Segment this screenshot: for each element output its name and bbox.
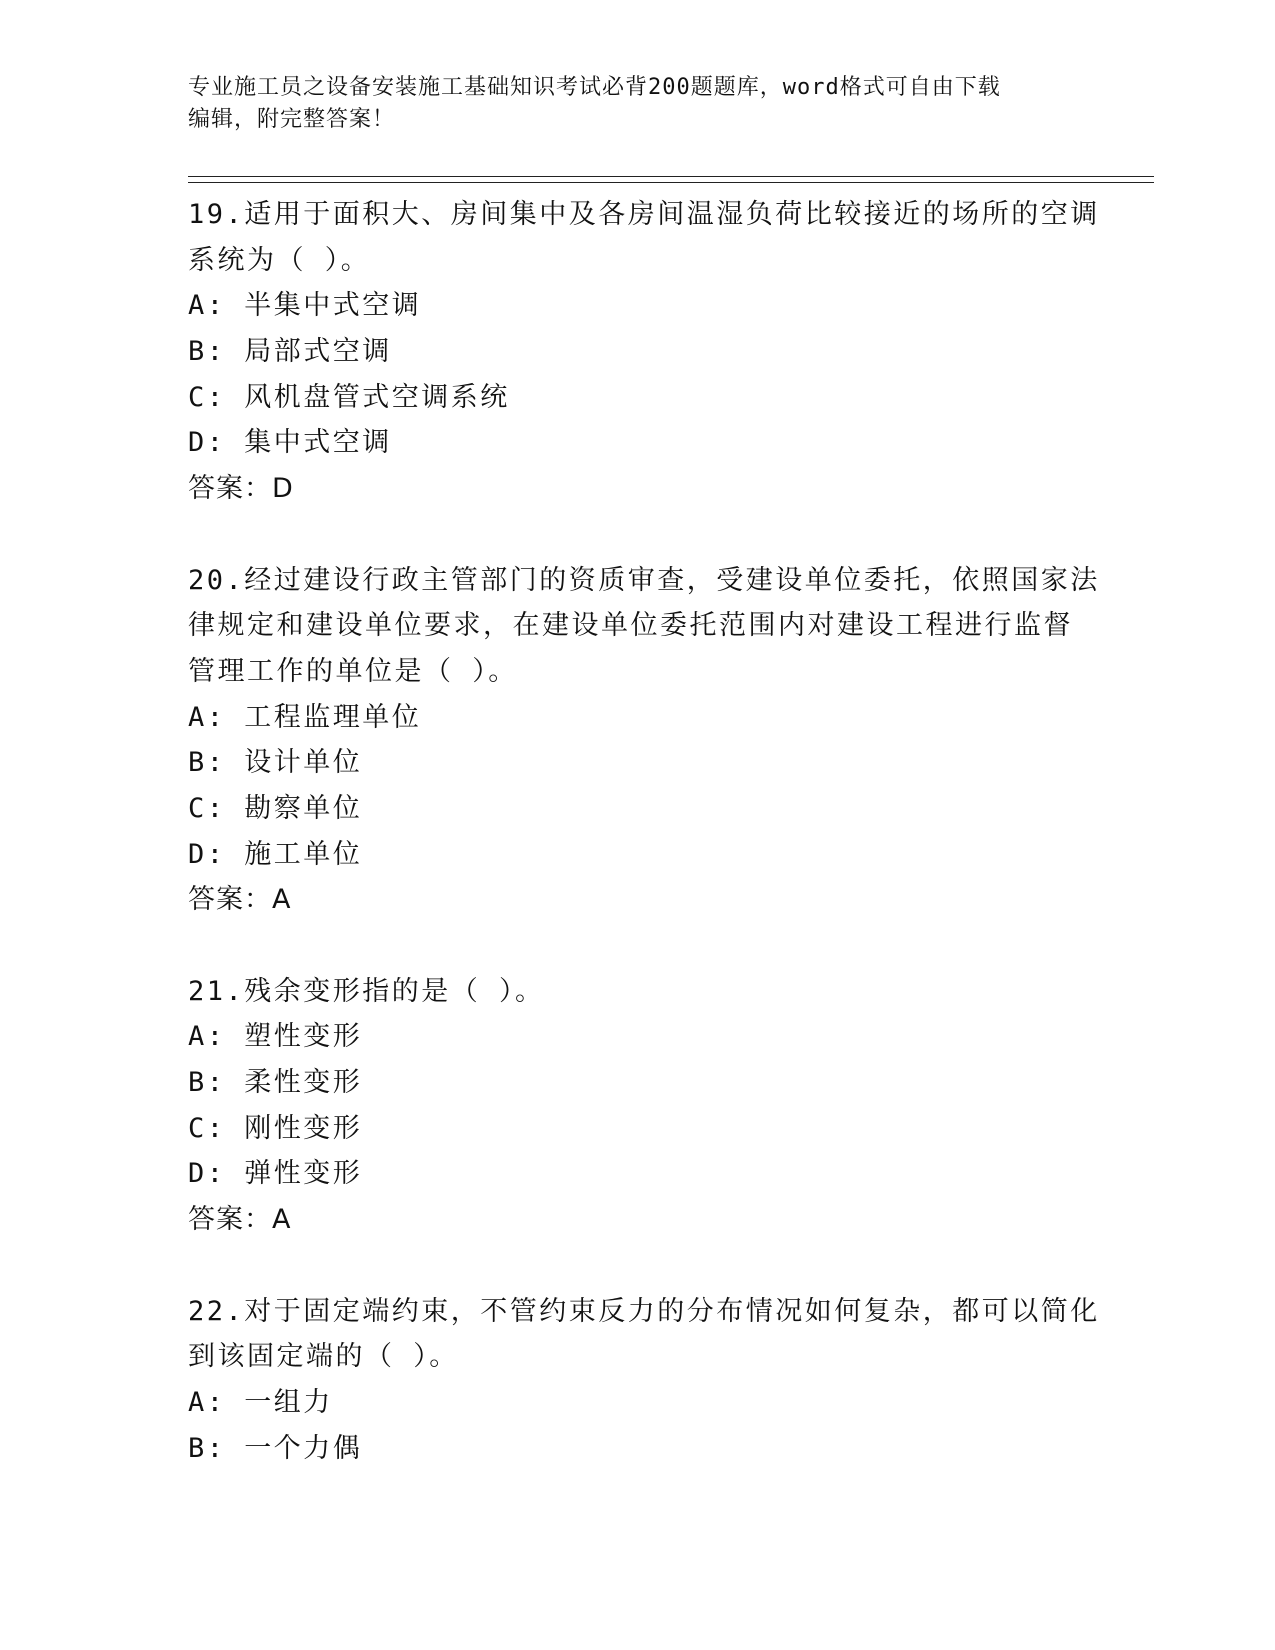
option-a: A: 工程监理单位: [188, 701, 422, 733]
question-text: 20.经过建设行政主管部门的资质审查，受建设单位委托，依照国家法: [188, 564, 1100, 596]
question-list: [188, 192, 1100, 1471]
question-text: 21.残余变形指的是（ ）。: [188, 975, 545, 1007]
header-line-1: 专业施工员之设备安装施工基础知识考试必背200题题库，word格式可自由下载: [188, 75, 1001, 100]
question-text: 律规定和建设单位要求，在建设单位委托范围内对建设工程进行监督: [188, 610, 1073, 642]
option-b: B: 局部式空调: [188, 336, 392, 368]
option-d: D: 集中式空调: [188, 427, 392, 459]
option-c: C: 刚性变形: [188, 1112, 363, 1144]
question-22: [188, 1289, 1100, 1472]
question-19: [188, 192, 1100, 512]
question-text: 管理工作的单位是（ ）。: [188, 655, 518, 687]
header-divider-bottom: [188, 182, 1154, 183]
header-divider-top: [188, 176, 1154, 177]
question-20: [188, 558, 1100, 924]
option-c: C: 风机盘管式空调系统: [188, 381, 510, 413]
question-text: 22.对于固定端约束，不管约束反力的分布情况如何复杂，都可以简化: [188, 1295, 1100, 1327]
question-spacer: [188, 1243, 1088, 1289]
document-header: [188, 72, 1068, 136]
answer: 答案：A: [188, 1204, 292, 1236]
question-text: 系统为（ ）。: [188, 244, 371, 276]
option-a: A: 半集中式空调: [188, 290, 422, 322]
option-d: D: 弹性变形: [188, 1158, 363, 1190]
question-spacer: [188, 923, 1088, 969]
question-21: [188, 969, 1088, 1243]
option-a: A: 塑性变形: [188, 1021, 363, 1053]
option-d: D: 施工单位: [188, 838, 363, 870]
question-text: 到该固定端的（ ）。: [188, 1341, 459, 1373]
question-spacer: [188, 512, 1088, 558]
option-b: B: 柔性变形: [188, 1067, 363, 1099]
question-text: 19.适用于面积大、房间集中及各房间温湿负荷比较接近的场所的空调: [188, 199, 1100, 230]
answer: 答案：D: [188, 473, 294, 505]
header-line-2: 编辑，附完整答案！: [188, 107, 396, 132]
answer: 答案：A: [188, 884, 292, 916]
option-c: C: 勘察单位: [188, 792, 363, 824]
option-b: B: 设计单位: [188, 747, 363, 779]
option-a: A: 一组力: [188, 1386, 333, 1418]
option-b: B: 一个力偶: [188, 1432, 363, 1464]
